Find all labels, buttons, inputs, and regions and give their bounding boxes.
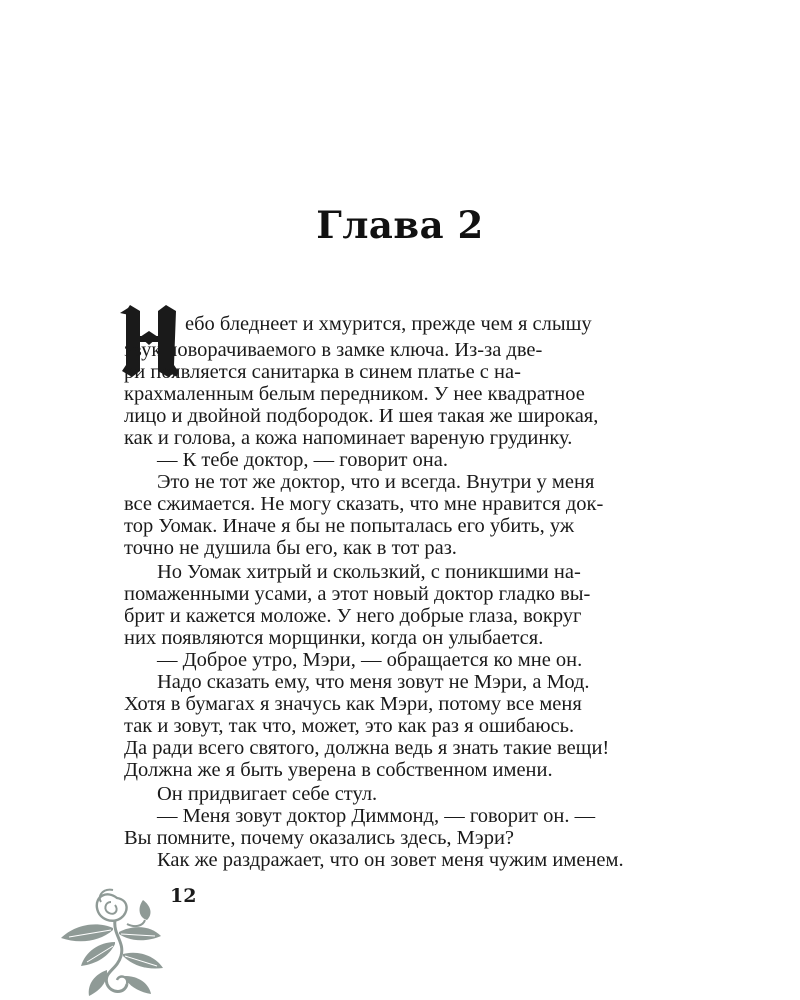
text-line: точно не душила бы его, как в тот раз. [124, 537, 457, 559]
text-line: помаженными усами, а этот новый доктор гладко вы- [124, 583, 591, 605]
text-line: Вы помните, почему оказались здесь, Мэри? [124, 827, 515, 849]
text-line: тор Уомак. Иначе я бы не попыталась его убить, уж [124, 515, 574, 537]
text-line: Да ради всего святого, должна ведь я знать такие вещи! [124, 737, 610, 759]
text-line: Как же раздражает, что он зовет меня чужим именем. [157, 849, 624, 871]
text-line: все сжимается. Не могу сказать, что мне нравится док- [124, 493, 604, 515]
text-line: лицо и двойной подбородок. И шея такая же широкая, [124, 405, 599, 427]
text-line: Должна же я быть уверена в собственном имени. [124, 759, 553, 781]
text-line: как и голова, а кожа напоминает вареную грудинку. [124, 427, 573, 449]
text-line: Он придвигает себе стул. [157, 783, 378, 805]
text-line: них появляются морщинки, когда он улыбается. [124, 627, 544, 649]
text-line: — К тебе доктор, — говорит она. [157, 449, 448, 471]
text-line: крахмаленным белым передником. У нее квадратное [124, 383, 585, 405]
text-line: ебо бледнеет и хмурится, прежде чем я слышу [185, 313, 592, 335]
text-line: Хотя в бумагах я значусь как Мэри, потому все меня [124, 693, 582, 715]
text-line: — Доброе утро, Мэри, — обращается ко мне он. [157, 649, 583, 671]
text-line: Надо сказать ему, что меня зовут не Мэри, а Мод. [157, 671, 590, 693]
text-line: Но Уомак хитрый и скользкий, с поникшими на- [157, 561, 581, 583]
text-line: ри появляется санитарка в синем платье с на- [124, 361, 521, 383]
text-line: звук поворачиваемого в замке ключа. Из-за две- [124, 339, 543, 361]
text-line: брит и кажется моложе. У него добрые глаза, вокруг [124, 605, 582, 627]
text-line: так и зовут, так что, может, это как раз я ошибаюсь. [124, 715, 575, 737]
page-number: 12 [170, 885, 197, 907]
text-line: Это не тот же доктор, что и всегда. Внутри у меня [157, 471, 595, 493]
text-line: — Меня зовут доктор Диммонд, — говорит он. — [157, 805, 596, 827]
chapter-title: Глава 2 [316, 203, 484, 247]
